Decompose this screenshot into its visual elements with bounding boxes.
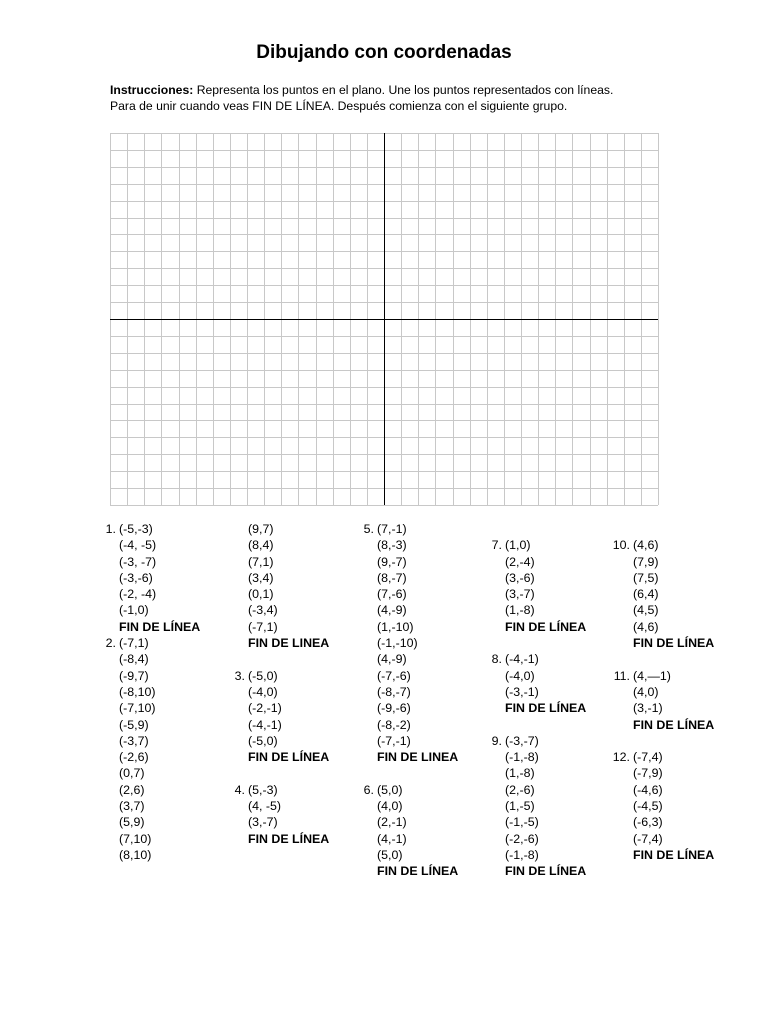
coordinate-point: (-8,4)	[119, 652, 149, 667]
coordinate-point: (-4,0)	[248, 684, 278, 699]
point-group-11	[613, 668, 715, 733]
point-group-7	[491, 537, 587, 635]
coordinate-point: (-4,-1)	[505, 652, 539, 667]
group-number: 7.	[491, 538, 502, 553]
group-number: 4.	[234, 782, 245, 797]
end-of-line-label: FIN DE LINEA	[248, 636, 330, 651]
coordinate-point: (7,10)	[119, 831, 152, 846]
coordinate-point: (4,-1)	[377, 831, 407, 846]
end-of-line-label: FIN DE LÍNEA	[248, 831, 330, 846]
point-group-5	[363, 521, 459, 765]
group-number: 6.	[363, 782, 374, 797]
coordinate-point: (8,-3)	[377, 538, 407, 553]
coordinate-point: (-7,9)	[633, 766, 663, 781]
coordinate-point: (-6,3)	[633, 815, 663, 830]
coordinate-point: (-3,-6)	[119, 570, 153, 585]
coordinate-point: (5,9)	[119, 815, 145, 830]
end-of-line-label: FIN DE LÍNEA	[505, 701, 587, 716]
coordinate-point: (5,0)	[377, 782, 403, 797]
coordinate-point: (7,5)	[633, 570, 659, 585]
coordinate-point: (9,7)	[248, 522, 274, 536]
coordinate-point: (0,1)	[248, 587, 274, 602]
coordinate-point: (5,-3)	[248, 782, 278, 797]
coordinate-point: (4,0)	[633, 684, 659, 699]
end-of-line-label: FIN DE LÍNEA	[505, 619, 587, 634]
coordinate-point: (3,-1)	[633, 701, 663, 716]
coordinate-point: (-5,0)	[248, 668, 278, 683]
coordinate-point: (3,-6)	[505, 570, 535, 585]
group-number: 5.	[363, 522, 374, 536]
point-group-4	[234, 782, 330, 847]
point-group-12	[612, 749, 715, 863]
end-of-line-label: FIN DE LINEA	[377, 750, 459, 765]
coordinate-point: (-3,-7)	[505, 733, 539, 748]
coordinate-point: (-4,6)	[633, 782, 663, 797]
coordinate-point: (-3, -7)	[119, 554, 157, 569]
coordinate-point: (-1,-8)	[505, 847, 539, 862]
coordinate-point: (-1,-5)	[505, 815, 539, 830]
coordinate-point: (4,-9)	[377, 603, 407, 618]
point-group-10	[612, 537, 715, 651]
point-group-2	[105, 635, 200, 863]
point-group-6	[363, 782, 459, 880]
coordinate-point: (-4,0)	[505, 668, 535, 683]
coordinate-point: (-2,-1)	[248, 701, 282, 716]
group-number: 9.	[491, 733, 502, 748]
group-number: 2.	[105, 636, 116, 651]
coordinate-point: (-7,-1)	[377, 733, 411, 748]
group-number: 10.	[612, 538, 630, 553]
coordinate-point: (-7,10)	[119, 701, 156, 716]
coordinate-point: (4,6)	[633, 619, 659, 634]
coordinate-point: (-1,-8)	[505, 750, 539, 765]
coordinate-point: (2,-6)	[505, 782, 535, 797]
coordinate-point: (-2,6)	[119, 750, 149, 765]
group-number: 12.	[612, 750, 630, 765]
instructions-lead: Instrucciones:	[110, 83, 194, 97]
coordinate-point: (3,7)	[119, 799, 145, 814]
coordinate-point: (7,-1)	[377, 522, 407, 536]
page-title: Dibujando con coordenadas	[256, 42, 512, 63]
coordinate-point: (-4,5)	[633, 799, 663, 814]
coordinate-point: (-7,-6)	[377, 668, 411, 683]
coordinate-point: (3,-7)	[505, 587, 535, 602]
coordinate-point: (1,-5)	[505, 799, 535, 814]
coordinate-point: (8,4)	[248, 538, 274, 553]
coordinate-point: (2,6)	[119, 782, 145, 797]
coordinate-point: (2,-1)	[377, 815, 407, 830]
coordinate-point: (-4, -5)	[119, 538, 157, 553]
coordinate-point: (-9,7)	[119, 668, 149, 683]
coordinate-point: (7,1)	[248, 554, 274, 569]
point-group-1	[105, 521, 201, 635]
group-number: 8.	[491, 652, 502, 667]
point-group-1-continued	[248, 521, 329, 651]
coordinate-point: (2,-4)	[505, 554, 535, 569]
coordinate-point: (-7,4)	[633, 750, 663, 765]
coordinate-point: (4,6)	[633, 538, 659, 553]
end-of-line-label: FIN DE LÍNEA	[505, 864, 587, 879]
coordinate-point: (-7,1)	[119, 636, 149, 651]
coordinate-point: (7,-6)	[377, 587, 407, 602]
coordinate-point: (-1,0)	[119, 603, 149, 618]
coordinate-point: (-2,-6)	[505, 831, 539, 846]
group-number: 1.	[105, 522, 116, 536]
coordinate-point: (4,0)	[377, 799, 403, 814]
coordinate-point: (-3,-1)	[505, 684, 539, 699]
coordinate-point: (6,4)	[633, 587, 659, 602]
coordinate-point: (7,9)	[633, 554, 659, 569]
point-group-3	[234, 668, 330, 766]
coordinate-point: (-8,10)	[119, 684, 156, 699]
points-column-2	[234, 521, 330, 847]
coordinate-point: (4,5)	[633, 603, 659, 618]
end-of-line-label: FIN DE LÍNEA	[633, 636, 715, 651]
group-number: 11.	[613, 668, 630, 683]
point-group-9	[491, 733, 587, 880]
coordinate-point: (1,-10)	[377, 619, 414, 634]
coordinate-point: (-8,-2)	[377, 717, 411, 732]
coordinate-point: (-5,9)	[119, 717, 149, 732]
points-column-5	[612, 537, 715, 863]
coordinate-point: (-9,-6)	[377, 701, 411, 716]
coordinate-point: (-4,-1)	[248, 717, 282, 732]
coordinate-point: (0,7)	[119, 766, 145, 781]
points-column-4	[491, 537, 587, 879]
coordinate-point: (1,-8)	[505, 603, 535, 618]
points-column-1	[105, 521, 201, 863]
coordinate-point: (3,4)	[248, 570, 274, 585]
coordinate-point: (-5,-3)	[119, 522, 153, 536]
coordinate-point: (4,—1)	[633, 668, 671, 683]
coordinate-point: (5,0)	[377, 847, 403, 862]
end-of-line-label: FIN DE LÍNEA	[248, 750, 330, 765]
coordinate-point: (-7,1)	[248, 619, 278, 634]
coordinate-point: (8,10)	[119, 847, 152, 862]
end-of-line-label: FIN DE LÍNEA	[119, 619, 201, 634]
coordinate-point: (-5,0)	[248, 733, 278, 748]
coordinate-point: (-3,4)	[248, 603, 278, 618]
coordinate-point: (-8,-7)	[377, 684, 411, 699]
end-of-line-label: FIN DE LÍNEA	[633, 847, 715, 862]
coordinate-point: (1,-8)	[505, 766, 535, 781]
coordinate-point: (3,-7)	[248, 815, 278, 830]
coordinate-point: (1,0)	[505, 538, 531, 553]
coordinate-point: (-3,7)	[119, 733, 149, 748]
coordinate-point: (-1,-10)	[377, 636, 418, 651]
coordinate-point: (4,-9)	[377, 652, 407, 667]
point-group-8	[491, 651, 587, 716]
coordinate-point: (4, -5)	[248, 799, 282, 814]
end-of-line-label: FIN DE LÍNEA	[377, 864, 459, 879]
instructions-line-2: Para de unir cuando veas FIN DE LÍNEA. Después comienza con el siguiente grupo.	[110, 99, 568, 113]
coordinate-point: (-7,4)	[633, 831, 663, 846]
points-column-3	[363, 521, 459, 880]
end-of-line-label: FIN DE LÍNEA	[633, 717, 715, 732]
instructions-text-1: Representa los puntos en el plano. Une los puntos representados con líneas.	[193, 83, 614, 97]
coordinate-point: (8,-7)	[377, 570, 407, 585]
coordinate-point: (-2, -4)	[119, 587, 157, 602]
group-number: 3.	[234, 668, 245, 683]
coordinate-point: (9,-7)	[377, 554, 407, 569]
